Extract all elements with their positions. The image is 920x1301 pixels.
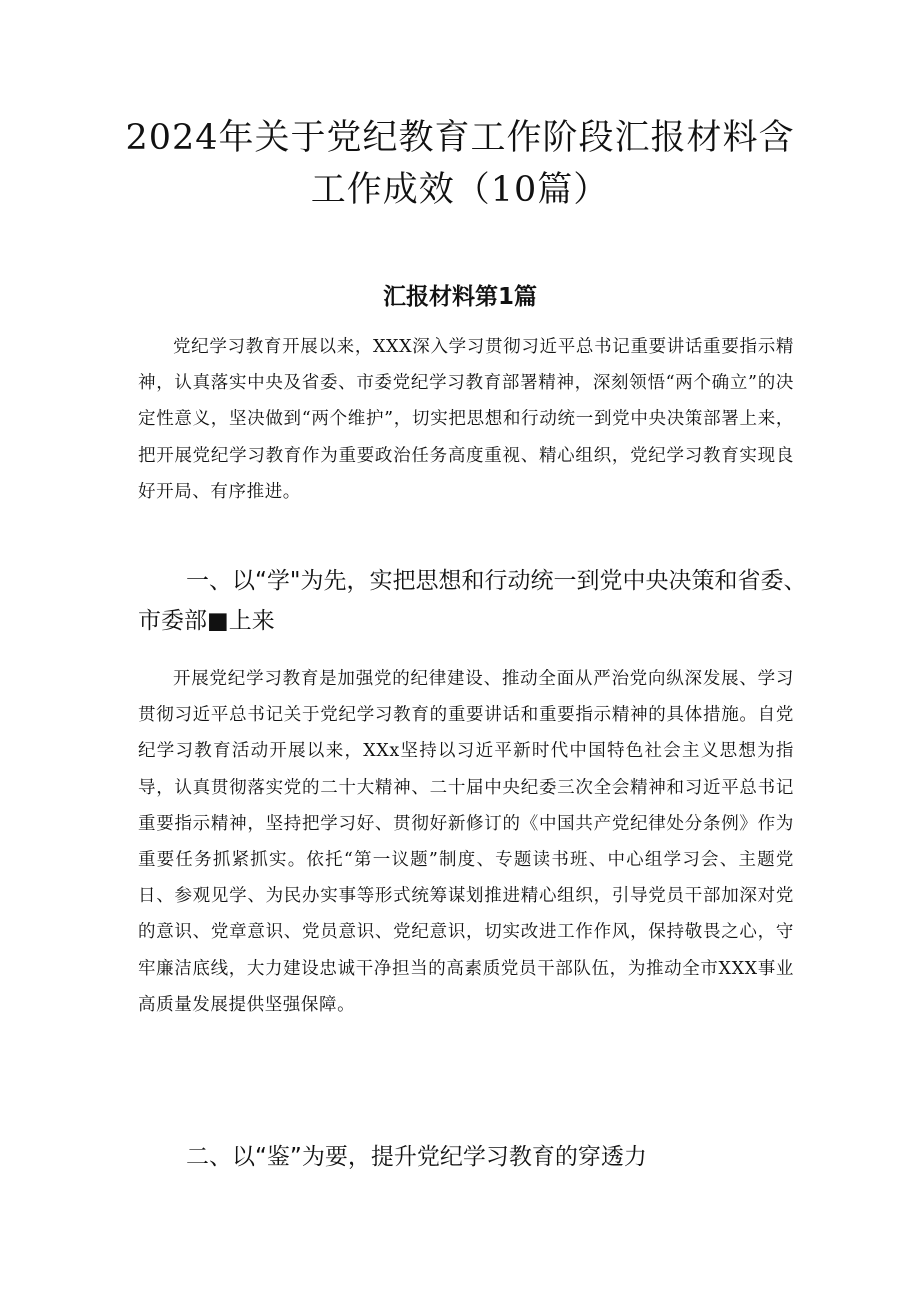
section-heading-1: 一、以“学"为先，实把思想和行动统一到党中央决策和省委、市委部■上来 (138, 568, 807, 634)
document-title-line-1: 2024年关于党纪教育工作阶段汇报材料含 (125, 118, 795, 158)
document-title-line-2: 工作成效（10篇） (310, 170, 610, 210)
body-paragraph-1: 党纪学习教育开展以来，XXX深入学习贯彻习近平总书记重要讲话重要指示精神，认真落实中央及省委、市委党纪学习教育部署精神，深刻领悟“两个确立”的决定性意义，坚决做到“两个维护”，切实把思想和行动统一到党中央决策部署上来，把开展党纪学习教育作为重要政治任务高度重视、精心组织，党纪学习教育实现良好开局、有序推进。 (138, 337, 794, 502)
section-subtitle: 汇报材料第1篇 (382, 284, 537, 310)
section-heading-2: 二、以“鉴”为要，提升党纪学习教育的穿透力 (186, 1144, 647, 1170)
body-paragraph-2: 开展党纪学习教育是加强党的纪律建设、推动全面从严治党向纵深发展、学习贯彻习近平总书记关于党纪学习教育的重要讲话和重要指示精神的具体措施。自党纪学习教育活动开展以来，XXx坚持以习近平新时代中国特色社会主义思想为指导，认真贯彻落实党的二十大精神、二十届中央纪委三次全会精神和习近平总书记重要指示精神，坚持把学习好、贯彻好新修订的《中国共产党纪律处分条例》作为重要任务抓紧抓实。依托“第一议题”制度、专题读书班、中心组学习会、主题党日、参观见学、为民办实事等形式统筹谋划推进精心组织，引导党员干部加深对党的意识、党章意识、党员意识、党纪意识，切实改进工作作风，保持敬畏之心，守牢廉洁底线，大力建设忠诚干净担当的高素质党员干部队伍，为推动全市XXX事业高质量发展提供坚强保障。 (138, 669, 794, 1015)
